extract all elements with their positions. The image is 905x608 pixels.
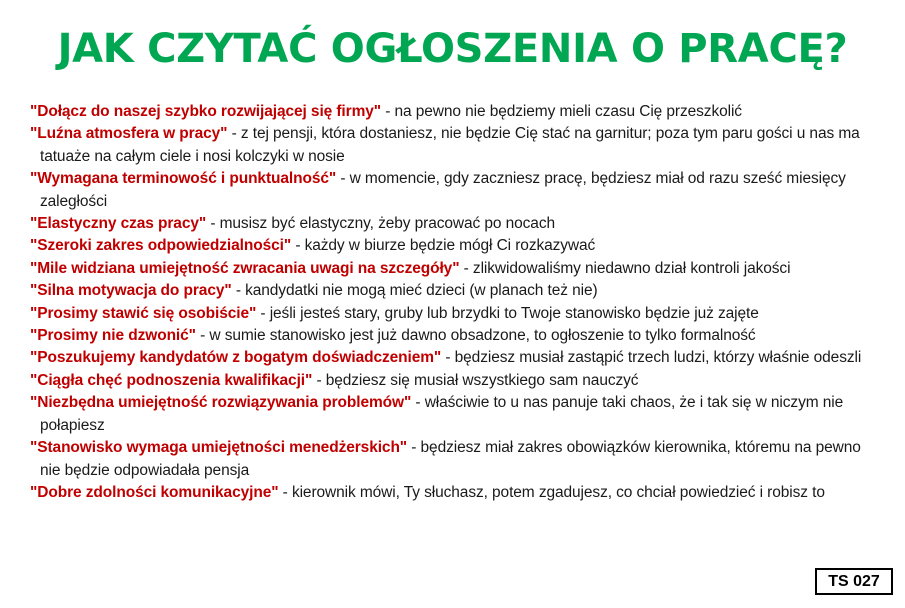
- list-item: [30, 235, 880, 257]
- ad-meaning: - każdy w biurze będzie mógł Ci rozkazywać: [291, 237, 596, 255]
- ad-phrase: "Silna motywacja do pracy": [30, 282, 232, 300]
- ad-phrase: "Niezbędna umiejętność rozwiązywania problemów": [30, 394, 412, 412]
- ad-phrase: "Szeroki zakres odpowiedzialności": [30, 237, 292, 255]
- ad-meaning: - kierownik mówi, Ty słuchasz, potem zgadujesz, co chciał powiedzieć i robisz to: [278, 483, 825, 501]
- ad-phrase: "Luźna atmosfera w pracy": [30, 125, 228, 143]
- list-item: [30, 370, 880, 392]
- ad-phrase: "Elastyczny czas pracy": [30, 215, 207, 233]
- ad-meaning: - z tej pensji, która dostaniesz, nie będzie Cię stać na garnitur; poza tym paru gości u nas ma tatuaże na całym ciele i nosi kolczyki w nosie: [40, 125, 860, 165]
- ad-meaning: - właściwie to u nas panuje taki chaos, że i tak się w niczym nie połapiesz: [40, 394, 844, 434]
- ad-phrase: "Wymagana terminowość i punktualność": [30, 170, 337, 188]
- ad-meaning: - w momencie, gdy zaczniesz pracę, będziesz miał od razu sześć miesięcy zaległości: [40, 170, 846, 210]
- ad-meaning: - na pewno nie będziemy mieli czasu Cię przeszkolić: [381, 103, 742, 120]
- ad-phrase: "Stanowisko wymaga umiejętności menedżerskich": [30, 439, 408, 457]
- list-item: [30, 437, 880, 482]
- ad-phrase: "Prosimy stawić się osobiście": [30, 304, 257, 322]
- ad-meaning: - będziesz miał zakres obowiązków kierownika, któremu na pewno nie będzie odpowiadała pensja: [40, 439, 861, 479]
- list-item: [30, 280, 880, 302]
- ad-phrase-list: [30, 101, 880, 504]
- slide-number-badge: TS 027: [815, 568, 893, 595]
- ad-meaning: - kandydatki nie mogą mieć dzieci (w planach też nie): [231, 282, 598, 300]
- ad-meaning: - będziesz musiał zastąpić trzech ludzi, którzy właśnie odeszli: [441, 349, 862, 367]
- ad-meaning: - w sumie stanowisko jest już dawno obsadzone, to ogłoszenie to tylko formalność: [195, 327, 756, 345]
- ad-phrase: "Prosimy nie dzwonić": [30, 327, 196, 345]
- list-item: [30, 325, 880, 347]
- ad-phrase: "Dołącz do naszej szybko rozwijającej się firmy": [30, 103, 382, 120]
- list-item: [30, 347, 880, 369]
- list-item: [30, 482, 880, 504]
- ad-phrase: "Poszukujemy kandydatów z bogatym doświadczeniem": [30, 349, 442, 367]
- list-item: [30, 392, 880, 437]
- ad-meaning: - zlikwidowaliśmy niedawno dział kontroli jakości: [459, 259, 791, 277]
- ad-phrase: "Ciągła chęć podnoszenia kwalifikacji": [30, 371, 313, 389]
- ad-meaning: - musisz być elastyczny, żeby pracować po nocach: [206, 215, 555, 233]
- list-item: [30, 101, 880, 123]
- list-item: [30, 258, 880, 280]
- ad-meaning: - jeśli jesteś stary, gruby lub brzydki to Twoje stanowisko będzie już zajęte: [256, 304, 759, 322]
- list-item: [30, 123, 880, 168]
- ad-meaning: - będziesz się musiał wszystkiego sam nauczyć: [312, 371, 639, 389]
- ad-phrase: "Dobre zdolności komunikacyjne": [30, 483, 279, 501]
- list-item: [30, 213, 880, 235]
- page-title: JAK CZYTAĆ OGŁOSZENIA O PRACĘ?: [57, 26, 848, 72]
- ad-phrase: "Mile widziana umiejętność zwracania uwagi na szczegóły": [30, 259, 460, 277]
- list-item: [30, 303, 880, 325]
- list-item: [30, 168, 880, 213]
